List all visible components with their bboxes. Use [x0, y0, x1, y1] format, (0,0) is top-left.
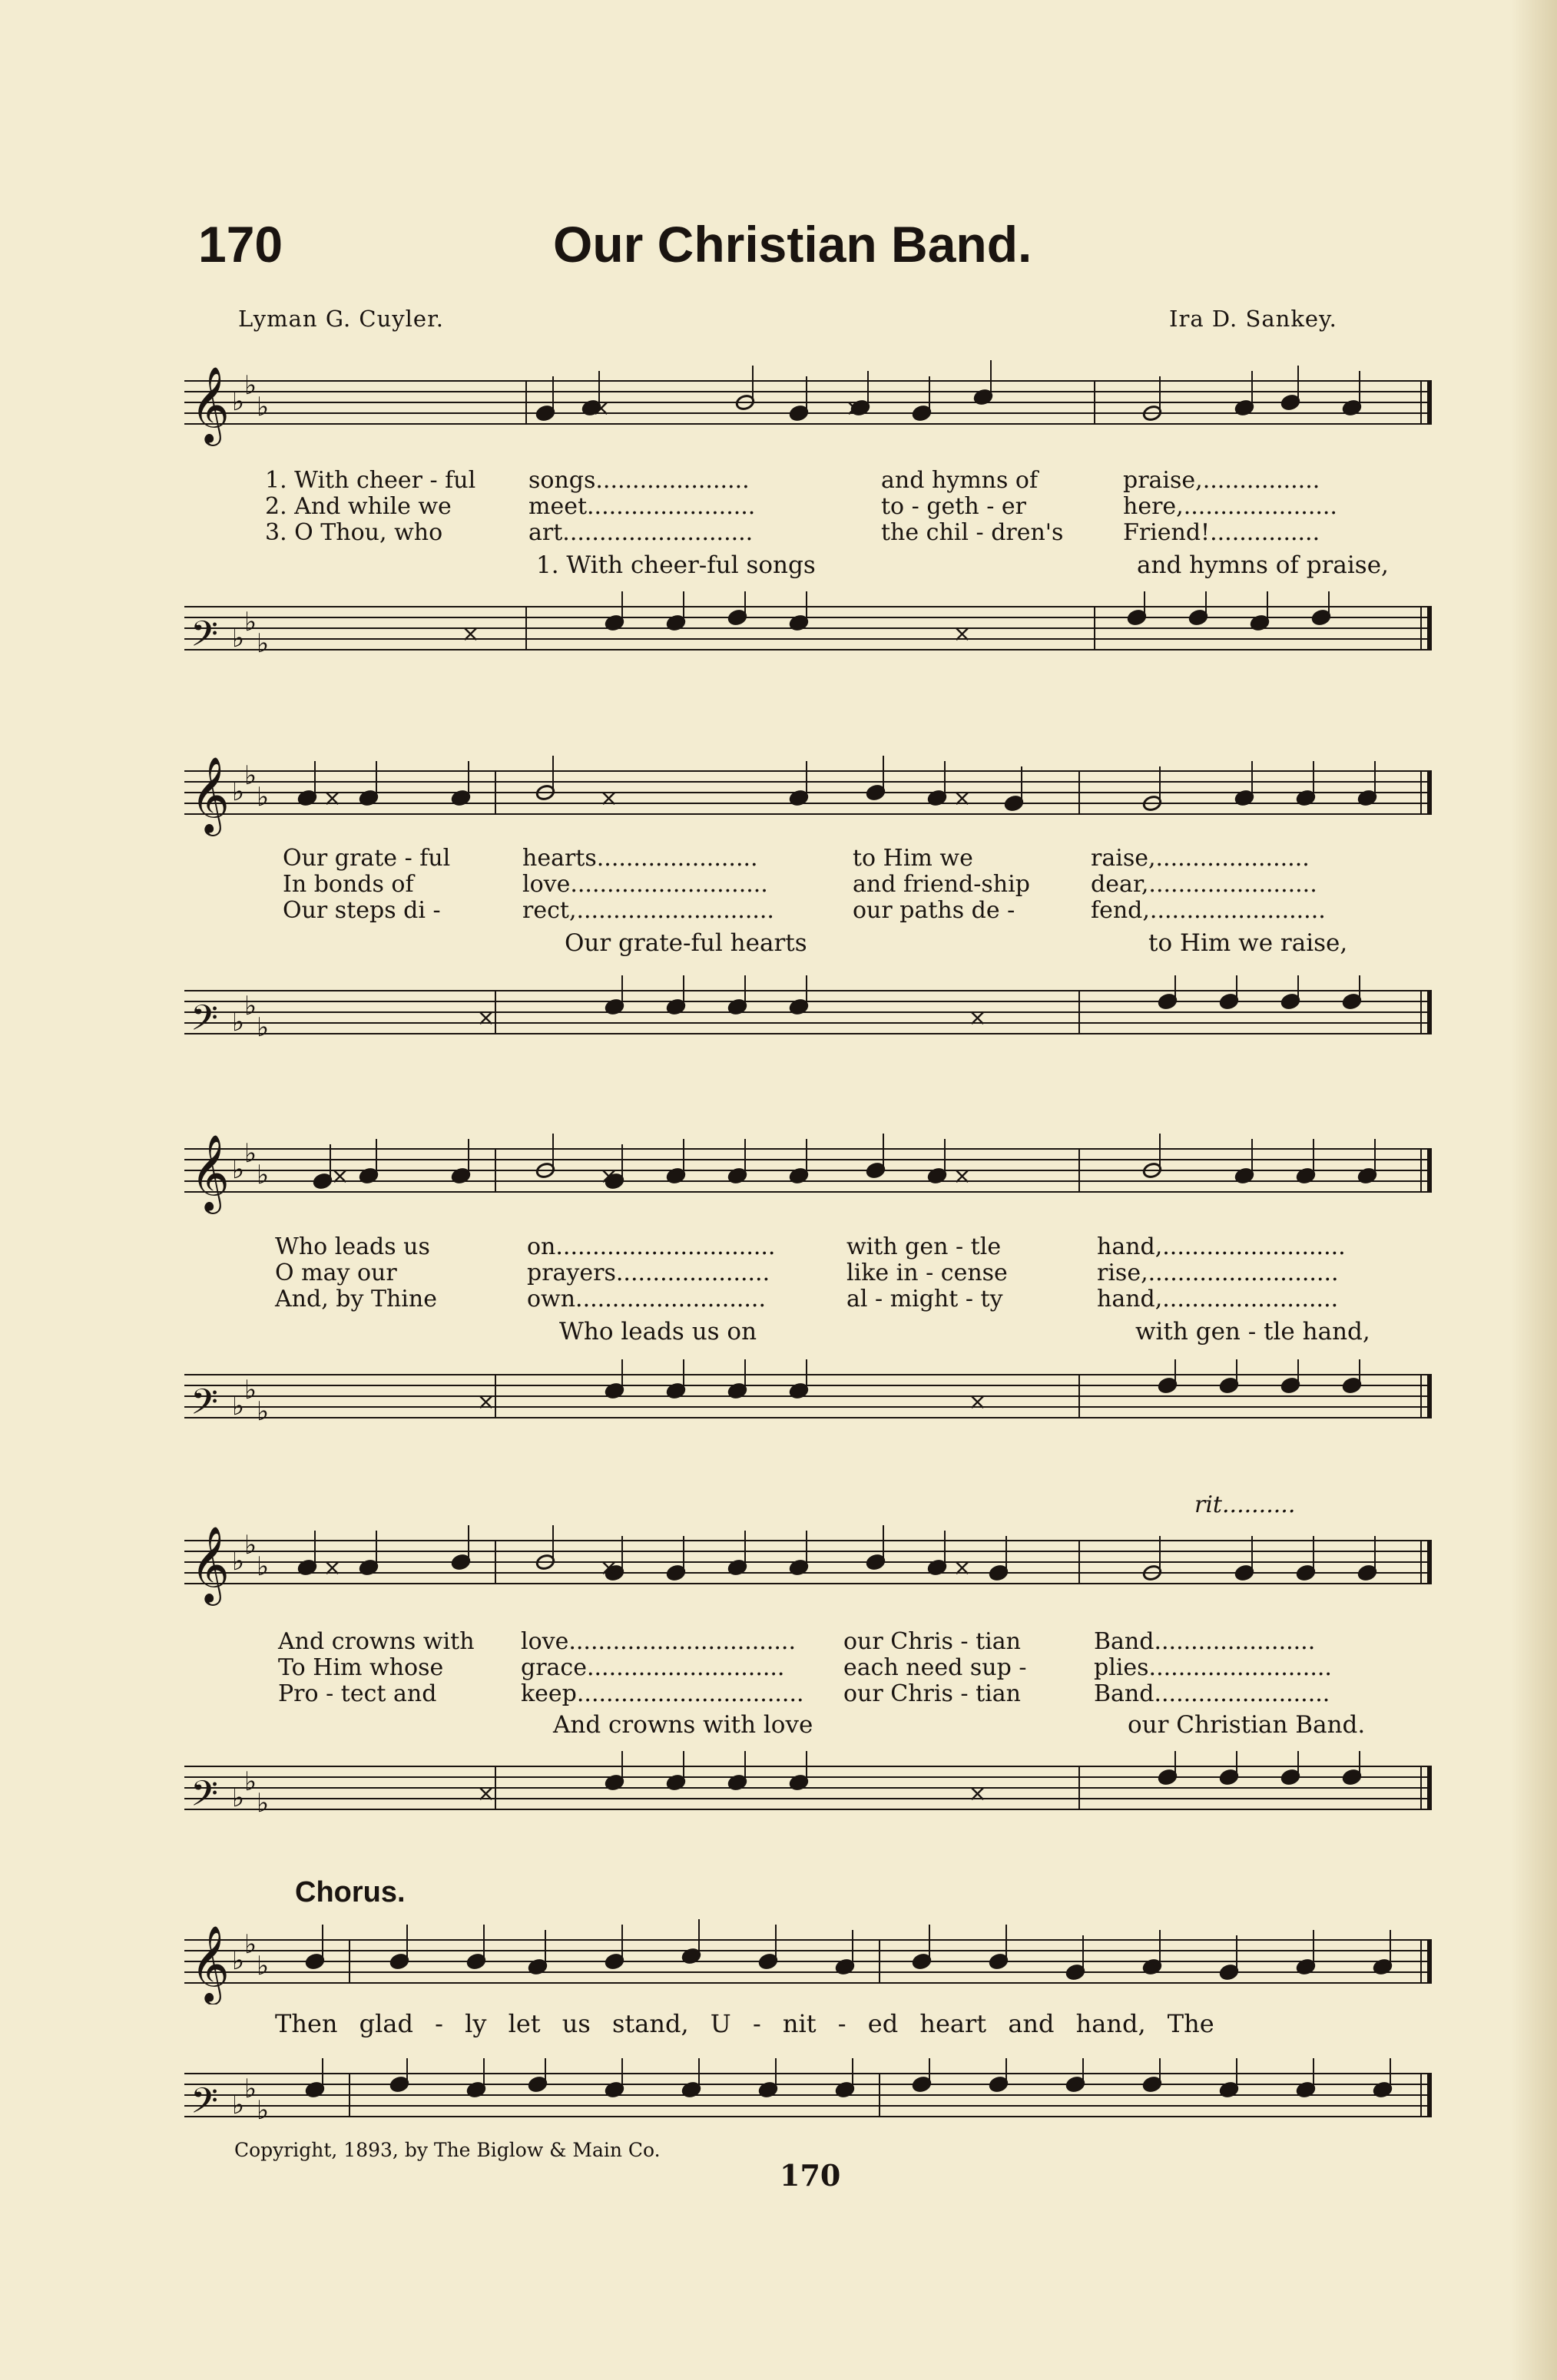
hymn-title: Our Christian Band.	[553, 216, 1032, 273]
lyric-s4-v2-c: each need sup -	[843, 1654, 1027, 1681]
lyric-s3-v3-c: al - might - ty	[846, 1286, 1003, 1312]
treble-clef-icon: 𝄞	[190, 366, 230, 443]
bass-clef-icon: 𝄢	[190, 1382, 219, 1432]
page-number: 170	[780, 2158, 841, 2193]
lyric-s1-v2-a: 2. And while we	[265, 493, 452, 520]
final-bar	[1427, 381, 1432, 424]
lyric-s1-v2-b: meet.......................	[528, 493, 756, 520]
final-bar	[1427, 1940, 1432, 1983]
lyric-s4-v2-a: To Him whose	[278, 1654, 444, 1681]
flat-icon: ♭	[257, 1160, 270, 1190]
flat-icon: ♭	[257, 1012, 270, 1043]
rest-icon: ×	[952, 784, 972, 812]
flat-icon: ♭	[244, 1375, 257, 1405]
lyric-s3-v2-a: O may our	[275, 1260, 397, 1286]
lyric-s1-v1-c: and hymns of	[881, 467, 1039, 494]
system-3-treble-staff	[184, 1121, 1436, 1229]
treble-clef-icon: 𝄞	[190, 1925, 230, 2002]
chorus-lyric: Then glad - ly let us stand, U - nit - ed heart and hand, The	[275, 2009, 1214, 2038]
lyric-s4-v2-d: plies.........................	[1094, 1654, 1332, 1681]
flat-icon: ♭	[244, 2074, 257, 2104]
lyric-s2-v2-c: and friend-ship	[853, 871, 1030, 898]
lyric-s1-v2-c: to - geth - er	[881, 493, 1026, 520]
refrain-s3-a: Who leads us on	[559, 1318, 757, 1346]
flat-icon: ♭	[232, 2090, 245, 2120]
lyric-s2-v2-b: love...........................	[522, 871, 768, 898]
rest-icon: ×	[461, 620, 481, 647]
flat-icon: ♭	[244, 607, 257, 637]
system-2-bass-staff	[184, 975, 1436, 1060]
refrain-s1-a: 1. With cheer-ful songs	[536, 551, 816, 579]
final-bar	[1427, 607, 1432, 650]
lyric-s1-v3-a: 3. O Thou, who	[265, 519, 443, 546]
flat-icon: ♭	[244, 1530, 257, 1561]
flat-icon: ♭	[244, 1766, 257, 1797]
final-bar	[1427, 1766, 1432, 1809]
system-1-bass-staff	[184, 591, 1436, 676]
lyric-s3-v3-a: And, by Thine	[275, 1286, 437, 1312]
flat-icon: ♭	[232, 386, 245, 417]
flat-icon: ♭	[232, 776, 245, 807]
refrain-s2-b: to Him we raise,	[1148, 929, 1348, 957]
chorus-bass-staff	[184, 2058, 1436, 2143]
bass-clef-icon: 𝄢	[190, 2080, 219, 2130]
treble-clef-icon: 𝄞	[190, 1526, 230, 1603]
lyric-s1-v2-d: here,.....................	[1123, 493, 1337, 520]
lyric-s3-v1-d: hand,.........................	[1097, 1233, 1346, 1260]
lyric-s2-v3-d: fend,........................	[1091, 897, 1326, 924]
lyric-s4-v1-b: love...............................	[521, 1628, 796, 1655]
rest-icon: ×	[968, 1004, 988, 1031]
author-credit: Lyman G. Cuyler.	[238, 306, 444, 332]
lyric-s2-v3-a: Our steps di -	[283, 897, 441, 924]
refrain-s1-b: and hymns of praise,	[1137, 551, 1389, 579]
lyric-s2-v2-a: In bonds of	[283, 871, 414, 898]
lyric-s2-v1-d: raise,.....................	[1091, 845, 1310, 872]
lyric-s2-v1-b: hearts......................	[522, 845, 758, 872]
flat-icon: ♭	[257, 782, 270, 813]
lyric-s1-v1-a: 1. With cheer - ful	[265, 467, 476, 494]
flat-icon: ♭	[232, 1945, 245, 1976]
lyric-s2-v3-c: our paths de -	[853, 897, 1015, 924]
flat-icon: ♭	[244, 370, 257, 401]
treble-clef-icon: 𝄞	[190, 1134, 230, 1211]
rest-icon: ×	[591, 394, 611, 422]
final-bar	[1427, 1375, 1432, 1418]
lyric-s4-v3-b: keep...............................	[521, 1680, 804, 1707]
rest-icon: ×	[968, 1388, 988, 1415]
rest-icon: ×	[952, 1554, 972, 1581]
flat-icon: ♭	[232, 623, 245, 654]
lyric-s2-v1-c: to Him we	[853, 845, 973, 872]
lyric-s3-v3-d: hand,........................	[1097, 1286, 1339, 1312]
lyric-s3-v1-b: on..............................	[527, 1233, 776, 1260]
flat-icon: ♭	[244, 1929, 257, 1960]
ritardando-marking: rit..........	[1194, 1491, 1296, 1518]
flat-icon: ♭	[244, 760, 257, 791]
treble-clef-icon: 𝄞	[190, 756, 230, 833]
lyric-s4-v1-a: And crowns with	[278, 1628, 475, 1655]
composer-credit: Ira D. Sankey.	[1169, 306, 1337, 332]
bass-clef-icon: 𝄢	[190, 998, 219, 1048]
flat-icon: ♭	[257, 1951, 270, 1981]
flat-icon: ♭	[232, 1391, 245, 1422]
flat-icon: ♭	[232, 1007, 245, 1038]
lyric-s2-v1-a: Our grate - ful	[283, 845, 451, 872]
final-bar	[1427, 2074, 1432, 2117]
rest-icon: ×	[599, 1162, 619, 1190]
final-bar	[1427, 771, 1432, 814]
system-4-treble-staff	[184, 1513, 1436, 1620]
refrain-s4-b: our Christian Band.	[1128, 1711, 1366, 1739]
copyright-notice: Copyright, 1893, by The Biglow & Main Co.	[234, 2139, 661, 2161]
lyric-s4-v3-d: Band........................	[1094, 1680, 1330, 1707]
flat-icon: ♭	[257, 1788, 270, 1819]
system-2-treble-staff	[184, 743, 1436, 851]
refrain-s2-a: Our grate-ful hearts	[565, 929, 807, 957]
lyric-s3-v1-a: Who leads us	[275, 1233, 430, 1260]
rest-icon: ×	[476, 1388, 496, 1415]
lyric-s3-v1-c: with gen - tle	[846, 1233, 1002, 1260]
rest-icon: ×	[968, 1779, 988, 1807]
flat-icon: ♭	[244, 991, 257, 1021]
rest-icon: ×	[476, 1779, 496, 1807]
rest-icon: ×	[323, 1554, 343, 1581]
lyric-s1-v3-b: art..........................	[528, 519, 754, 546]
lyric-s2-v2-d: dear,.......................	[1091, 871, 1317, 898]
rest-icon: ×	[323, 784, 343, 812]
page-edge-shadow	[1511, 0, 1557, 2380]
lyric-s1-v3-d: Friend!...............	[1123, 519, 1320, 546]
lyric-s4-v1-c: our Chris - tian	[843, 1628, 1021, 1655]
lyric-s1-v1-b: songs.....................	[528, 467, 750, 494]
hymn-number: 170	[198, 216, 283, 273]
flat-icon: ♭	[257, 1551, 270, 1582]
system-4-bass-staff	[184, 1751, 1436, 1835]
flat-icon: ♭	[257, 628, 270, 659]
rest-icon: ×	[599, 1554, 619, 1581]
rest-icon: ×	[952, 1162, 972, 1190]
lyric-s3-v2-c: like in - cense	[846, 1260, 1008, 1286]
final-bar	[1427, 1149, 1432, 1192]
lyric-s4-v1-d: Band......................	[1094, 1628, 1316, 1655]
rest-icon: ×	[330, 1162, 350, 1190]
final-bar	[1427, 991, 1432, 1034]
flat-icon: ♭	[244, 1138, 257, 1169]
rest-icon: ×	[952, 620, 972, 647]
lyric-s4-v3-c: our Chris - tian	[843, 1680, 1021, 1707]
lyric-s3-v3-b: own..........................	[527, 1286, 767, 1312]
system-1-treble-staff	[184, 353, 1436, 461]
lyric-s3-v2-d: rise,..........................	[1097, 1260, 1339, 1286]
lyric-s3-v2-b: prayers.....................	[527, 1260, 770, 1286]
chorus-treble-staff	[184, 1912, 1436, 2004]
rest-icon: ×	[845, 394, 865, 422]
flat-icon: ♭	[232, 1783, 245, 1813]
chorus-label: Chorus.	[295, 1876, 406, 1908]
lyric-s2-v3-b: rect,...........................	[522, 897, 774, 924]
refrain-s3-b: with gen - tle hand,	[1135, 1318, 1370, 1346]
lyric-s1-v1-d: praise,................	[1123, 467, 1320, 494]
flat-icon: ♭	[257, 392, 270, 422]
refrain-s4-a: And crowns with love	[553, 1711, 813, 1739]
bass-clef-icon: 𝄢	[190, 614, 219, 664]
bass-clef-icon: 𝄢	[190, 1773, 219, 1823]
flat-icon: ♭	[257, 2095, 270, 2126]
lyric-s4-v2-b: grace...........................	[521, 1654, 785, 1681]
lyric-s4-v3-a: Pro - tect and	[278, 1680, 437, 1707]
flat-icon: ♭	[232, 1154, 245, 1185]
system-3-bass-staff	[184, 1359, 1436, 1444]
lyric-s1-v3-c: the chil - dren's	[881, 519, 1064, 546]
rest-icon: ×	[599, 784, 619, 812]
flat-icon: ♭	[257, 1396, 270, 1427]
rest-icon: ×	[476, 1004, 496, 1031]
final-bar	[1427, 1541, 1432, 1584]
flat-icon: ♭	[232, 1546, 245, 1577]
